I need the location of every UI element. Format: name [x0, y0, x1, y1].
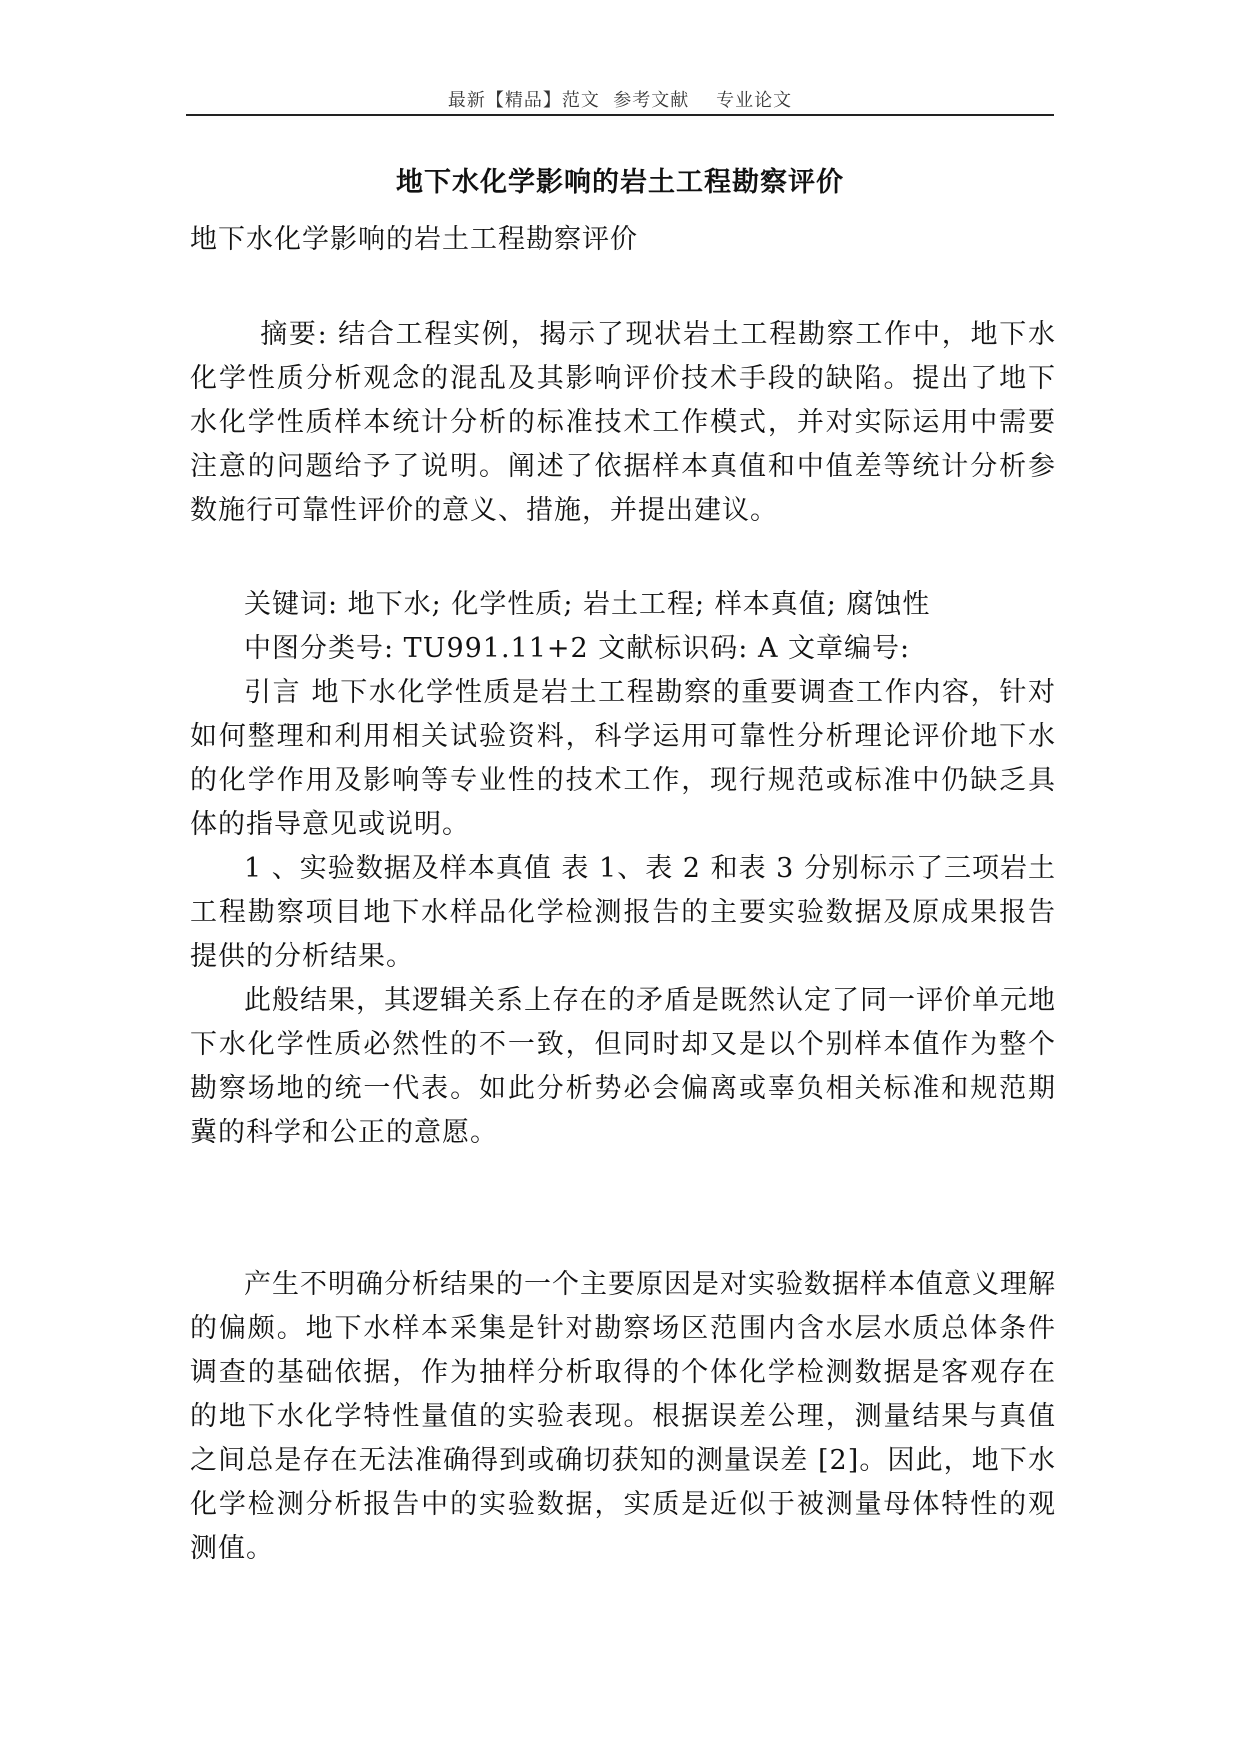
- abstract-paragraph: [190, 313, 1056, 533]
- section-1-text: 1 、实验数据及样本真值 表 1、表 2 和表 3 分别标示了三项岩土工程勘察项目地下水样品化学检测报告的主要实验数据及原成果报告提供的分析结果。: [190, 853, 1056, 972]
- paragraph-2-text: 此般结果，其逻辑关系上存在的矛盾是既然认定了同一评价单元地下水化学性质必然性的不一致，但同时却又是以个别样本值作为整个勘察场地的统一代表。如此分析势必会偏离或辜负相关标准和规范期冀的科学和公正的意愿。: [190, 985, 1056, 1148]
- document-subtitle: [190, 218, 1056, 262]
- header-divider: [186, 114, 1054, 116]
- subtitle-text: 地下水化学影响的岩土工程勘察评价: [190, 224, 638, 255]
- abstract-text: 摘要: 结合工程实例，揭示了现状岩土工程勘察工作中，地下水化学性质分析观念的混乱及其影响评价技术手段的缺陷。提出了地下水化学性质样本统计分析的标准技术工作模式，并对实际运用中需要注意的问题给予了说明。阐述了依据样本真值和中值差等统计分析参数施行可靠性评价的意义、措施，并提出建议。: [190, 319, 1056, 526]
- classification-line: [190, 627, 1056, 671]
- introduction-text: 引言 地下水化学性质是岩土工程勘察的重要调查工作内容，针对如何整理和利用相关试验资料，科学运用可靠性分析理论评价地下水的化学作用及影响等专业性的技术工作，现行规范或标准中仍缺乏具体的指导意见或说明。: [190, 677, 1056, 840]
- running-header: 最新【精品】范文 参考文献 专业论文: [447, 90, 793, 111]
- paragraph-3-text: 产生不明确分析结果的一个主要原因是对实验数据样本值意义理解的偏颇。地下水样本采集是针对勘察场区范围内含水层水质总体条件调查的基础依据，作为抽样分析取得的个体化学检测数据是客观存在的地下水化学特性量值的实验表现。根据误差公理，测量结果与真值之间总是存在无法准确得到或确切获知的测量误差 [2]。因此，地下水化学检测分析报告中的实验数据，实质是近似于被测量母体特性的观测值。: [190, 1269, 1056, 1564]
- document-title: 地下水化学影响的岩土工程勘察评价: [396, 167, 844, 198]
- section-1-paragraph: [190, 847, 1056, 979]
- body-paragraph-3: [190, 1263, 1056, 1571]
- body-paragraph-2: [190, 979, 1056, 1155]
- introduction-paragraph: [190, 671, 1056, 847]
- keywords-line: [190, 583, 1056, 627]
- keywords-text: 关键词: 地下水; 化学性质; 岩土工程; 样本真值; 腐蚀性: [244, 589, 931, 620]
- classification-text: 中图分类号: TU991.11+2 文献标识码: A 文章编号:: [244, 633, 911, 664]
